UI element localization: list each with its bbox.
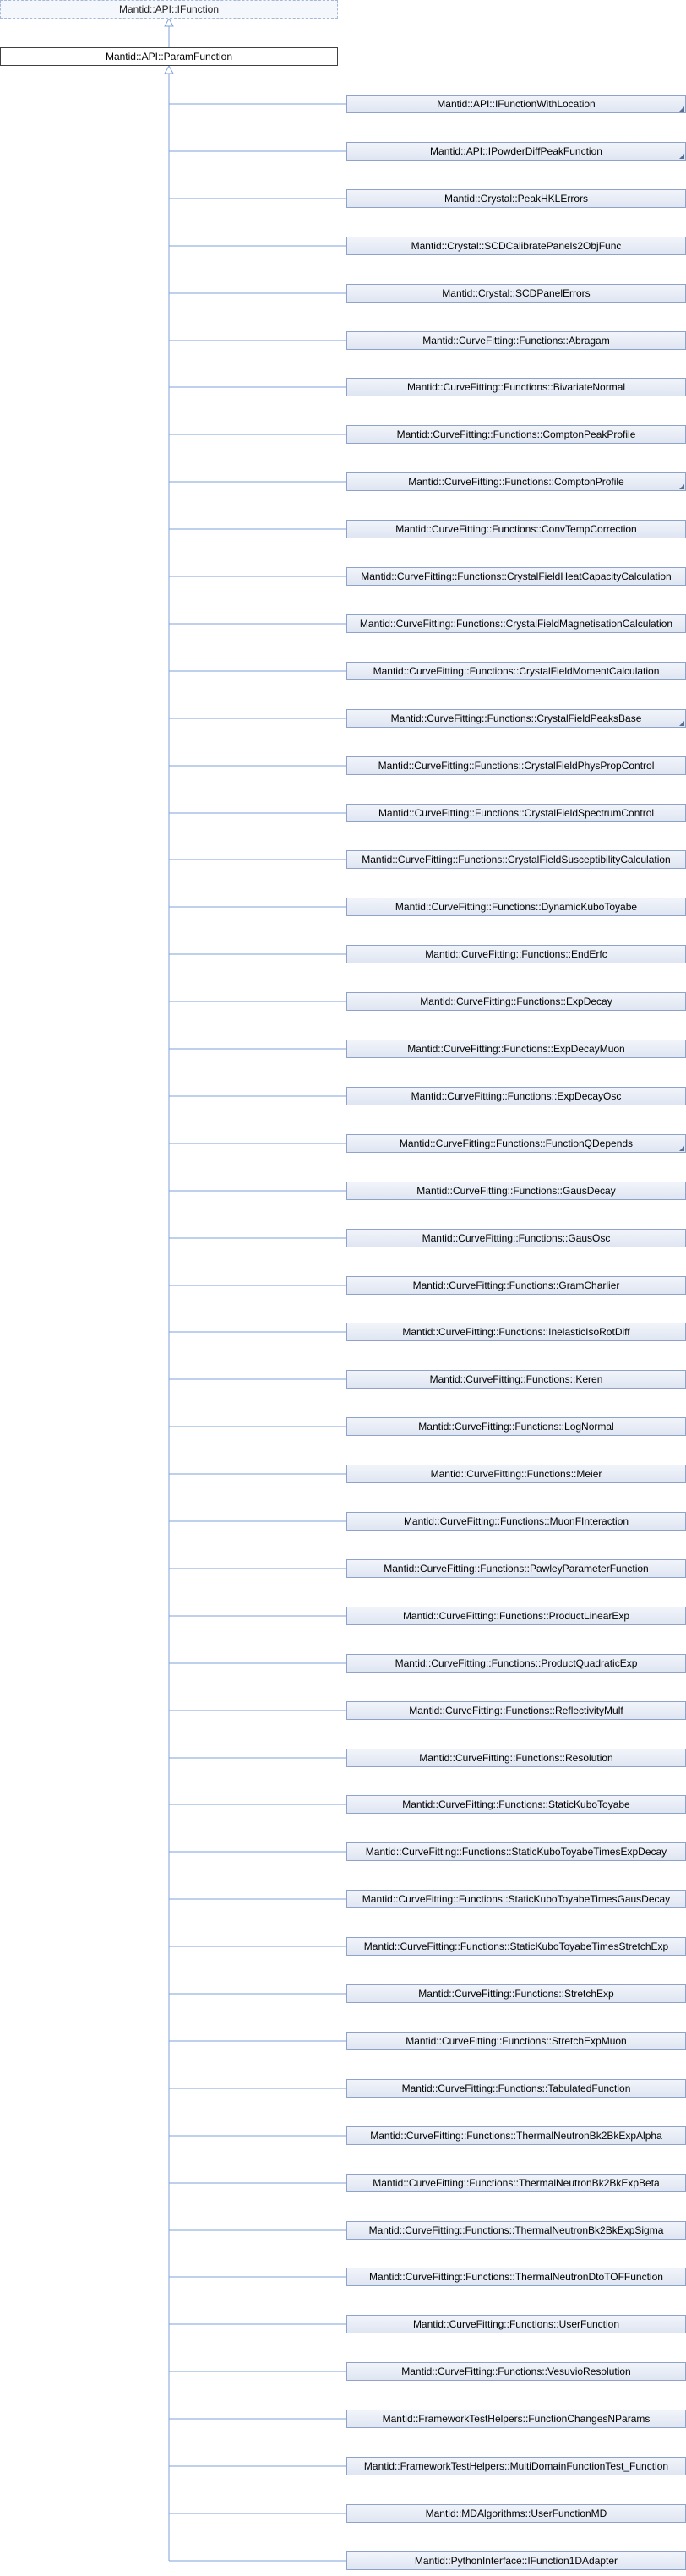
derived-class-node[interactable] (346, 1087, 686, 1105)
derived-class-node[interactable] (346, 804, 686, 822)
current-class-node (0, 47, 338, 66)
derived-class-node[interactable] (346, 331, 686, 350)
derived-class-node[interactable] (346, 2126, 686, 2145)
derived-class-node[interactable] (346, 567, 686, 586)
derived-class-node[interactable] (346, 1654, 686, 1673)
derived-class-label: Mantid::CurveFitting::Functions::ExpDecayOsc (411, 1090, 622, 1102)
derived-class-node[interactable] (346, 2457, 686, 2475)
derived-class-label: Mantid::CurveFitting::Functions::StretchExp (418, 1988, 614, 2000)
derived-class-node[interactable] (346, 1607, 686, 1625)
derived-class-node[interactable] (346, 850, 686, 869)
derived-class-node[interactable] (346, 2174, 686, 2192)
derived-class-node[interactable] (346, 1465, 686, 1483)
inherits-arrow (165, 19, 173, 26)
derived-class-label: Mantid::CurveFitting::Functions::GausDecay (416, 1185, 616, 1197)
derived-class-label: Mantid::FrameworkTestHelpers::MultiDomainFunctionTest_Function (363, 2460, 669, 2472)
derived-class-label: Mantid::CurveFitting::Functions::ComptonPeakProfile (396, 428, 636, 440)
derived-class-node[interactable] (346, 992, 686, 1011)
derived-class-node[interactable] (346, 945, 686, 963)
derived-class-label: Mantid::CurveFitting::Functions::ThermalNeutronBk2BkExpSigma (368, 2224, 664, 2236)
derived-class-node[interactable] (346, 1701, 686, 1720)
derived-class-node[interactable] (346, 1323, 686, 1341)
derived-class-node[interactable] (346, 1842, 686, 1861)
derived-class-label: Mantid::CurveFitting::Functions::ReflectivityMulf (409, 1705, 623, 1716)
derived-class-node[interactable] (346, 898, 686, 916)
derived-class-label: Mantid::CurveFitting::Functions::DynamicKuboToyabe (395, 901, 638, 913)
derived-class-label: Mantid::CurveFitting::Functions::Keren (429, 1373, 603, 1385)
derived-class-node[interactable] (346, 284, 686, 303)
derived-class-label: Mantid::FrameworkTestHelpers::FunctionChangesNParams (382, 2413, 651, 2425)
derived-class-label: Mantid::Crystal::PeakHKLErrors (444, 193, 589, 205)
derived-class-node[interactable] (346, 1417, 686, 1436)
derived-class-node[interactable] (346, 520, 686, 538)
derived-class-node[interactable] (346, 756, 686, 775)
derived-class-label: Mantid::CurveFitting::Functions::UserFunction (412, 2318, 620, 2330)
derived-class-label: Mantid::CurveFitting::Functions::Meier (430, 1468, 602, 1480)
derived-class-label: Mantid::CurveFitting::Functions::BivariateNormal (406, 381, 626, 393)
derived-class-label: Mantid::Crystal::SCDPanelErrors (442, 287, 591, 299)
derived-class-label: Mantid::CurveFitting::Functions::FunctionQDepends (399, 1138, 634, 1149)
derived-class-label: Mantid::CurveFitting::Functions::GramCharlier (412, 1280, 620, 1291)
derived-class-label: Mantid::CurveFitting::Functions::EndErfc (425, 948, 607, 960)
derived-class-label: Mantid::CurveFitting::Functions::StaticKuboToyabeTimesGausDecay (362, 1893, 671, 1905)
derived-class-label: Mantid::CurveFitting::Functions::Abragam (422, 335, 610, 347)
current-class-label: Mantid::API::ParamFunction (105, 51, 233, 63)
derived-class-node[interactable] (346, 1040, 686, 1058)
derived-class-label: Mantid::CurveFitting::Functions::InelasticIsoRotDiff (402, 1326, 630, 1338)
derived-class-node[interactable] (346, 1984, 686, 2003)
derived-class-label: Mantid::API::IPowderDiffPeakFunction (430, 145, 602, 157)
derived-class-label: Mantid::CurveFitting::Functions::StaticKuboToyabeTimesStretchExp (363, 1940, 669, 1952)
derived-class-node[interactable] (346, 189, 686, 208)
derived-class-node[interactable] (346, 237, 686, 255)
derived-class-label: Mantid::CurveFitting::Functions::Resolution (419, 1752, 613, 1764)
derived-class-node[interactable] (346, 2551, 686, 2570)
derived-class-node[interactable] (346, 425, 686, 444)
base-class-node[interactable] (0, 0, 338, 19)
derived-class-node[interactable] (346, 472, 686, 491)
derived-class-label: Mantid::Crystal::SCDCalibratePanels2ObjFunc (411, 240, 622, 252)
derived-class-node[interactable] (346, 1276, 686, 1295)
derived-class-label: Mantid::CurveFitting::Functions::CrystalFieldPeaksBase (390, 712, 642, 724)
derived-class-label: Mantid::CurveFitting::Functions::ProductQuadraticExp (395, 1657, 638, 1669)
derived-class-label: Mantid::CurveFitting::Functions::CrystalFieldMomentCalculation (373, 665, 660, 677)
derived-class-node[interactable] (346, 1795, 686, 1814)
derived-class-label: Mantid::CurveFitting::Functions::CrystalFieldHeatCapacityCalculation (361, 570, 672, 582)
derived-class-label: Mantid::API::IFunctionWithLocation (437, 98, 596, 110)
derived-class-node[interactable] (346, 2268, 686, 2286)
derived-class-label: Mantid::CurveFitting::Functions::ThermalNeutronBk2BkExpBeta (373, 2177, 660, 2189)
derived-class-label: Mantid::CurveFitting::Functions::LogNormal (418, 1421, 614, 1433)
derived-class-node[interactable] (346, 1559, 686, 1578)
derived-class-node[interactable] (346, 2362, 686, 2381)
derived-class-label: Mantid::PythonInterface::IFunction1DAdapter (414, 2555, 618, 2567)
derived-class-label: Mantid::CurveFitting::Functions::StaticKuboToyabeTimesExpDecay (365, 1846, 667, 1858)
derived-class-label: Mantid::CurveFitting::Functions::ExpDecayMuon (407, 1043, 625, 1055)
derived-class-node[interactable] (346, 1370, 686, 1389)
derived-class-label: Mantid::CurveFitting::Functions::ThermalNeutronBk2BkExpAlpha (370, 2130, 662, 2142)
derived-class-label: Mantid::CurveFitting::Functions::ComptonProfile (408, 476, 624, 488)
derived-class-label: Mantid::CurveFitting::Functions::CrystalFieldSusceptibilityCalculation (362, 854, 671, 865)
derived-class-node[interactable] (346, 1937, 686, 1956)
base-class-label: Mantid::API::IFunction (118, 3, 220, 15)
derived-class-label: Mantid::CurveFitting::Functions::PawleyParameterFunction (384, 1563, 649, 1575)
derived-class-node[interactable] (346, 709, 686, 728)
derived-class-label: Mantid::MDAlgorithms::UserFunctionMD (425, 2508, 607, 2519)
derived-class-label: Mantid::CurveFitting::Functions::CrystalFieldSpectrumControl (378, 807, 655, 819)
derived-class-node[interactable] (346, 2221, 686, 2240)
derived-class-label: Mantid::CurveFitting::Functions::ConvTempCorrection (395, 523, 637, 535)
derived-class-node[interactable] (346, 614, 686, 633)
derived-class-node[interactable] (346, 378, 686, 396)
derived-class-label: Mantid::CurveFitting::Functions::StretchExpMuon (406, 2035, 627, 2047)
derived-class-label: Mantid::CurveFitting::Functions::CrystalFieldMagnetisationCalculation (359, 618, 673, 630)
derived-class-label: Mantid::CurveFitting::Functions::StaticKuboToyabe (402, 1798, 630, 1810)
derived-class-label: Mantid::CurveFitting::Functions::VesuvioResolution (401, 2366, 631, 2377)
derived-class-label: Mantid::CurveFitting::Functions::TabulatedFunction (401, 2082, 631, 2094)
derived-class-node[interactable] (346, 1134, 686, 1153)
derived-class-label: Mantid::CurveFitting::Functions::CrystalFieldPhysPropControl (378, 760, 655, 772)
derived-class-node[interactable] (346, 142, 686, 161)
derived-class-node[interactable] (346, 1890, 686, 1908)
derived-class-node[interactable] (346, 1749, 686, 1767)
derived-class-node[interactable] (346, 2032, 686, 2050)
derived-class-label: Mantid::CurveFitting::Functions::ExpDecay (420, 996, 612, 1007)
derived-class-node[interactable] (346, 2315, 686, 2333)
derived-class-label: Mantid::CurveFitting::Functions::MuonFInteraction (403, 1515, 629, 1527)
derived-class-node[interactable] (346, 1229, 686, 1247)
derived-arrow (165, 66, 173, 74)
derived-class-node[interactable] (346, 2079, 686, 2098)
derived-class-node[interactable] (346, 1182, 686, 1200)
derived-class-label: Mantid::CurveFitting::Functions::ProductLinearExp (402, 1610, 630, 1622)
derived-class-node[interactable] (346, 662, 686, 680)
derived-class-node[interactable] (346, 2410, 686, 2428)
derived-class-node[interactable] (346, 2504, 686, 2523)
derived-class-node[interactable] (346, 95, 686, 113)
derived-class-label: Mantid::CurveFitting::Functions::ThermalNeutronDtoTOFFunction (369, 2271, 663, 2283)
derived-class-node[interactable] (346, 1512, 686, 1531)
derived-class-label: Mantid::CurveFitting::Functions::GausOsc (422, 1232, 611, 1244)
